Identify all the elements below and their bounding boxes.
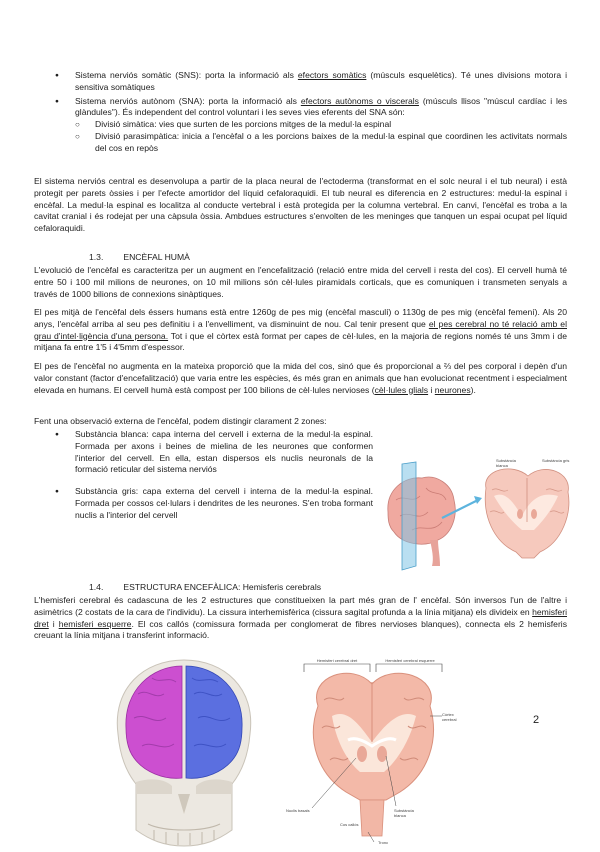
proportion-mid: i — [428, 384, 435, 395]
weight-text: El pes mitjà de l'encèfal dels éssers humans està entre 1260g de pes mig (encèfal masculí) o 1130g de pes mig (encèfal femení). Als 20 anys, l'encèfal arriba al seu pes definitiu i a l'envelliment, va disminuint de nou. Cal tenir present que — [34, 307, 567, 329]
label-right-hemisphere: Hemisferi cerebral dret — [316, 658, 358, 663]
paragraph-hemispheres — [34, 595, 567, 642]
label-white-matter: Substància blanca — [496, 458, 516, 468]
paragraph-evolution: L'evolució de l'encèfal es caracteritza per un augment en l'encefalització (relació entre mida del cervell i resta del cos). El cervell humà té entre 50 i 100 mil milions de neurones, on 10 mil milions són cèl·lules piramidals corticals, que es comuniquen i transmeten senyals a través de 1000 bilions de connexions sinàptiques. — [34, 265, 567, 299]
page-number: 2 — [533, 714, 540, 726]
weight-suffix: Tot i que el còrtex està format per capes de cèl·lules, en la majoria de regions només té uns 3mm i de mitjana fa entre 1'5 i 4'5mm d'espessor. — [34, 330, 567, 353]
proportion-text: El pes de l'encèfal no augmenta en la mateixa proporció que la mida del cos, sinó que és proporcional a ⅔ del pes corporal i depèn d'un valor constant (factor d'encefalització) que varia entre les espècies, és més gran en animals que han evolucionat recentment i especialment elevada en humans. El cervell humà està compost per 100 bilions de cèl·lules nervioses ( — [34, 361, 567, 395]
right-hemisphere-link: hemisferi dret — [34, 606, 567, 629]
section-heading-1-4 — [89, 582, 321, 594]
label-grey-matter: Substància gris — [542, 458, 570, 463]
brain-section-illustration — [382, 460, 572, 580]
weight-underlined: el pes cerebral no té relació amb el grau d'intel·ligència d'una persona. — [34, 318, 567, 341]
paragraph-weight — [34, 307, 567, 354]
somatic-suffix: (músculs esquelètics). Té unes divisions motora i sensitiva somàtiques — [75, 70, 567, 92]
proportion-suffix: ). — [470, 384, 476, 395]
label-left-hemisphere: Hemisferi cerebral esquerre — [385, 658, 435, 663]
left-hemisphere-link: hemisferi esquerre — [58, 618, 132, 629]
neurons-link: neurones — [434, 384, 471, 395]
hemispheres-text: L'hemisferi cerebral és cadascuna de les 2 estructures que constitueixen la part més gran de l' encèfal. Són inversos l'un de l'altre i asimètrics (2 costats de la cara de l'individu). La cissura interhemisfèrica (cissura sagital profunda a la línia mitjana) els divideix en — [34, 595, 567, 617]
section-title-1-4: ESTRUCTURA ENCEFÀLICA: Hemisferis cerebrals — [123, 582, 322, 592]
section-heading-1-3 — [89, 252, 190, 264]
list-item-grey-matter: ● Substància gris: capa externa del cervell i interna de la medul·la espinal. Formada per cossos cel·lulars i dendrites de les neurones. S'en troba formant nuclis a l'interior del cervell — [55, 486, 373, 521]
section-title: ENCÈFAL HUMÀ — [123, 252, 190, 262]
figure-coronal-section — [282, 656, 464, 848]
paragraph-cns: El sistema nerviós central es desenvolupa a partir de la placa neural de l'ectoderma (transformat en el solc neural i el tub neural) i està protegit per parets òssies i per l'efecte amortidor del líquid cefaloraquidi. El tub neural es diferencia en 2 estructures: medul·la espinal i encèfal. La medul·la espinal es localitza al conducte vertebral i està protegida per la columna vertebral. En canvi, l'encèfal es troba a la cavitat cranial i és rodejat per una càpsula òssia. Ambdues estructures s'envolten de les meninges que tanquen un espai ocupat pel líquid cefaloraquidi. — [34, 176, 567, 234]
figure-skull-hemispheres — [108, 654, 260, 848]
nervous-system-list — [55, 70, 567, 155]
paragraph-zones-intro: Fent una observació externa de l'encèfal, podem distingir clarament 2 zones: — [34, 416, 327, 426]
autonomic-effectors-link: efectors autònoms o viscerals — [300, 95, 419, 106]
zones-list — [55, 429, 373, 522]
coronal-section-illustration — [282, 656, 464, 848]
glial-cells-link: cèl·lules glials — [374, 384, 429, 395]
list-item-parasympathetic: ○ Divisió parasimpàtica: inicia a l'encèfal o a les porcions baixes de la medul·la espinal que coordinen les activitats normals del cos en repòs — [75, 131, 567, 155]
section-number-1-4: 1.4. — [89, 582, 104, 592]
label-cortex: Còrtex cerebral — [442, 712, 457, 722]
label-basal-nuclei: Nuclis basals — [286, 808, 310, 813]
section-number: 1.3. — [89, 252, 104, 262]
autonomic-text: Sistema nerviós autònom (SNA): porta la informació als — [75, 95, 301, 106]
somatic-effectors-link: efectors somàtics — [297, 70, 367, 80]
paragraph-proportion — [34, 361, 567, 396]
label-brainstem: Tronc — [378, 840, 389, 845]
hemispheres-suffix: . El cos callós (comissura formada per conglomerat de fibres nervioses blanques), connecta els 2 hemisferis creuant la línia mitjana i transferint informació. — [34, 618, 568, 641]
list-item-somatic — [55, 70, 567, 94]
list-item-white-matter: ● Substància blanca: capa interna del cervell i externa de la medul·la espinal. Formada per axons i beines de mielina de les neurones que conformen l'interior del cervell. En ella, estan dispersos els nuclis neuronals de la formació reticular del sistema nerviós — [55, 429, 373, 476]
list-item-sympathetic: ○ Divisió simàtica: vies que surten de les porcions mitges de la medul·la espinal — [75, 119, 567, 131]
list-item-autonomic — [55, 96, 567, 120]
skull-hemispheres-illustration — [108, 654, 260, 848]
autonomic-suffix: (músculs llisos "múscul cardíac i les glàndules"). És independent del control voluntari i les seves vies eferents del SNA són: — [75, 95, 567, 118]
hemispheres-mid: i — [48, 618, 59, 629]
label-white-matter-2: Substància blanca — [394, 808, 414, 818]
figure-brain-section — [382, 460, 572, 580]
label-corpus-callosum: Cos callós — [340, 822, 359, 827]
somatic-text: Sistema nerviós somàtic (SNS): porta la informació als — [75, 70, 298, 80]
